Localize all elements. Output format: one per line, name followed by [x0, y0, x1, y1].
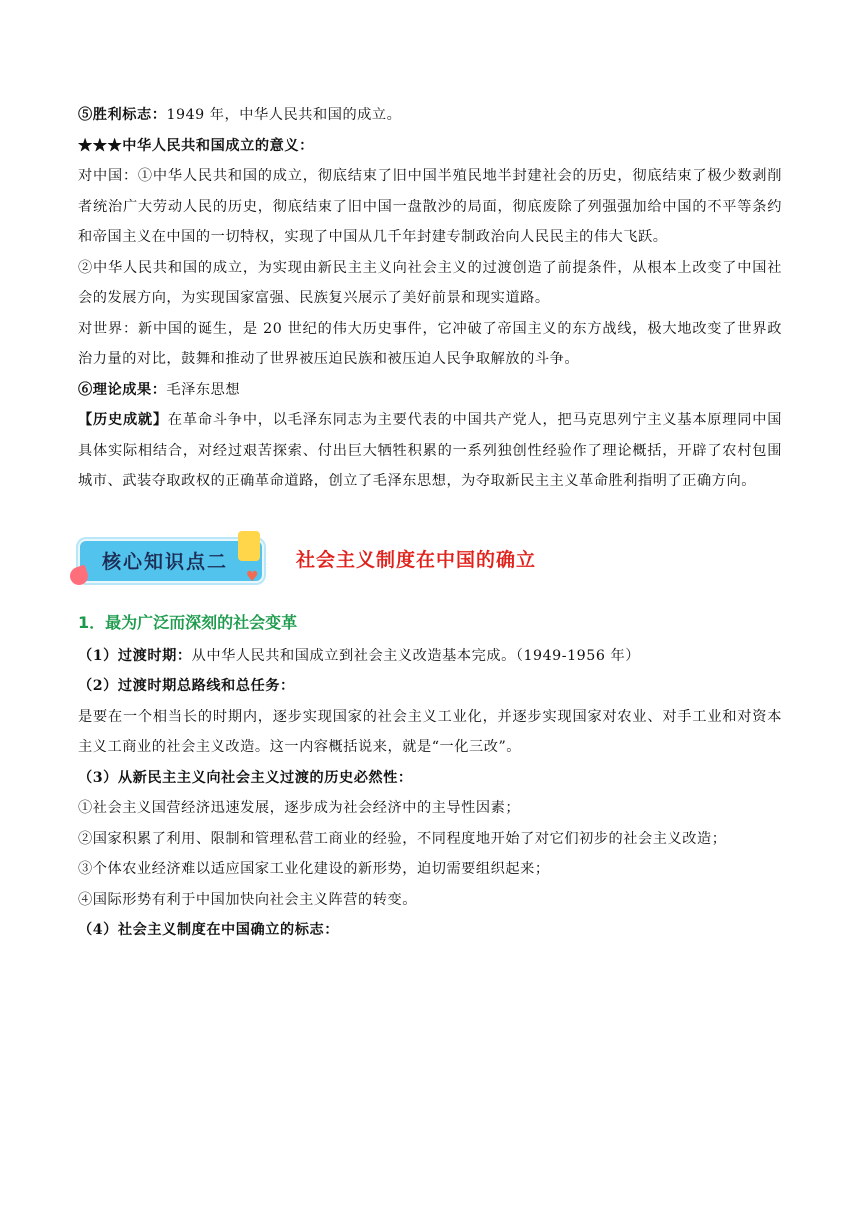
necessity-item: ④国际形势有利于中国加快向社会主义阵营的转变。: [78, 891, 417, 908]
transition-period-paragraph: [78, 641, 782, 672]
section-title: 社会主义制度在中国的确立: [296, 548, 537, 571]
victory-sign-paragraph: [78, 100, 782, 131]
necessity-item: ③个体农业经济难以适应国家工业化建设的新形势，迫切需要组织起来；: [78, 861, 550, 877]
necessity-item: ②国家积累了利用、限制和管理私营工商业的经验，不同程度地开始了对它们初步的社会主义改造；: [78, 830, 727, 847]
general-line-heading: （2）过渡时期总路线和总任务：: [78, 678, 295, 694]
theory-result-paragraph: [78, 375, 782, 406]
section-banner: [78, 533, 782, 593]
transition-period-text: 从中华人民共和国成立到社会主义改造基本完成。（1949-1956 年）: [191, 647, 640, 664]
knowledge-point-badge: [78, 539, 264, 583]
necessity-item: ①社会主义国营经济迅速发展，逐步成为社会经济中的主导性因素；: [78, 800, 521, 816]
significance-world: 对世界：新中国的诞生，是 20 世纪的伟大历史事件，它冲破了帝国主义的东方战线，极大地改变了世界政治力量的对比，鼓舞和推动了世界被压迫民族和被压迫人民争取解放的斗争。: [78, 320, 782, 367]
transition-period-label: （1）过渡时期：: [78, 647, 192, 664]
theory-result-text: 毛泽东思想: [166, 381, 241, 398]
significance-china-1: 对中国：①中华人民共和国的成立，彻底结束了旧中国半殖民地半封建社会的历史，彻底结束了极少数剥削者统治广大劳动人民的历史，彻底结束了旧中国一盘散沙的局面，彻底废除了列强强加给中国的不平等条约和帝国主义在中国的一切特权，实现了中国从几千年封建专制政治向人民民主的伟大飞跃。: [78, 168, 782, 245]
badge-label: 核心知识点二: [102, 550, 229, 573]
theory-result-label: ⑥理论成果：: [78, 381, 167, 398]
heart-icon: ♥: [246, 568, 259, 585]
historical-achievement-paragraph: [78, 405, 782, 497]
badge-accent-decoration: [238, 531, 260, 561]
historical-necessity-heading: （3）从新民主主义向社会主义过渡的历史必然性：: [78, 769, 413, 786]
historical-achievement-text: 在革命斗争中，以毛泽东同志为主要代表的中国共产党人，把马克思列宁主义基本原理同中国具体实际相结合，对经过艰苦探索、付出巨大牺牲积累的一系列独创性经验作了理论概括，开辟了农村包围城市、武装夺取政权的正确革命道路，创立了毛泽东思想，为夺取新民主主义革命胜利指明了正确方向。: [78, 412, 782, 489]
victory-sign-label: ⑤胜利标志：: [78, 107, 167, 123]
section-1-heading: 1．最为广泛而深刻的社会变革: [78, 612, 298, 632]
historical-achievement-label: 【历史成就】: [78, 412, 168, 428]
victory-sign-text: 1949 年，中华人民共和国的成立。: [166, 107, 402, 123]
establishment-sign-heading: （4）社会主义制度在中国确立的标志：: [78, 922, 339, 938]
prc-significance-heading: ★★★中华人民共和国成立的意义：: [78, 137, 314, 154]
general-line-text: 是要在一个相当长的时期内，逐步实现国家的社会主义工业化，并逐步实现国家对农业、对手工业和对资本主义工商业的社会主义改造。这一内容概括说来，就是“一化三改”。: [78, 708, 782, 755]
significance-china-2: ②中华人民共和国的成立，为实现由新民主主义向社会主义的过渡创造了前提条件，从根本上改变了中国社会的发展方向，为实现国家富强、民族复兴展示了美好前景和现实道路。: [78, 259, 782, 306]
document-page: [78, 100, 782, 946]
